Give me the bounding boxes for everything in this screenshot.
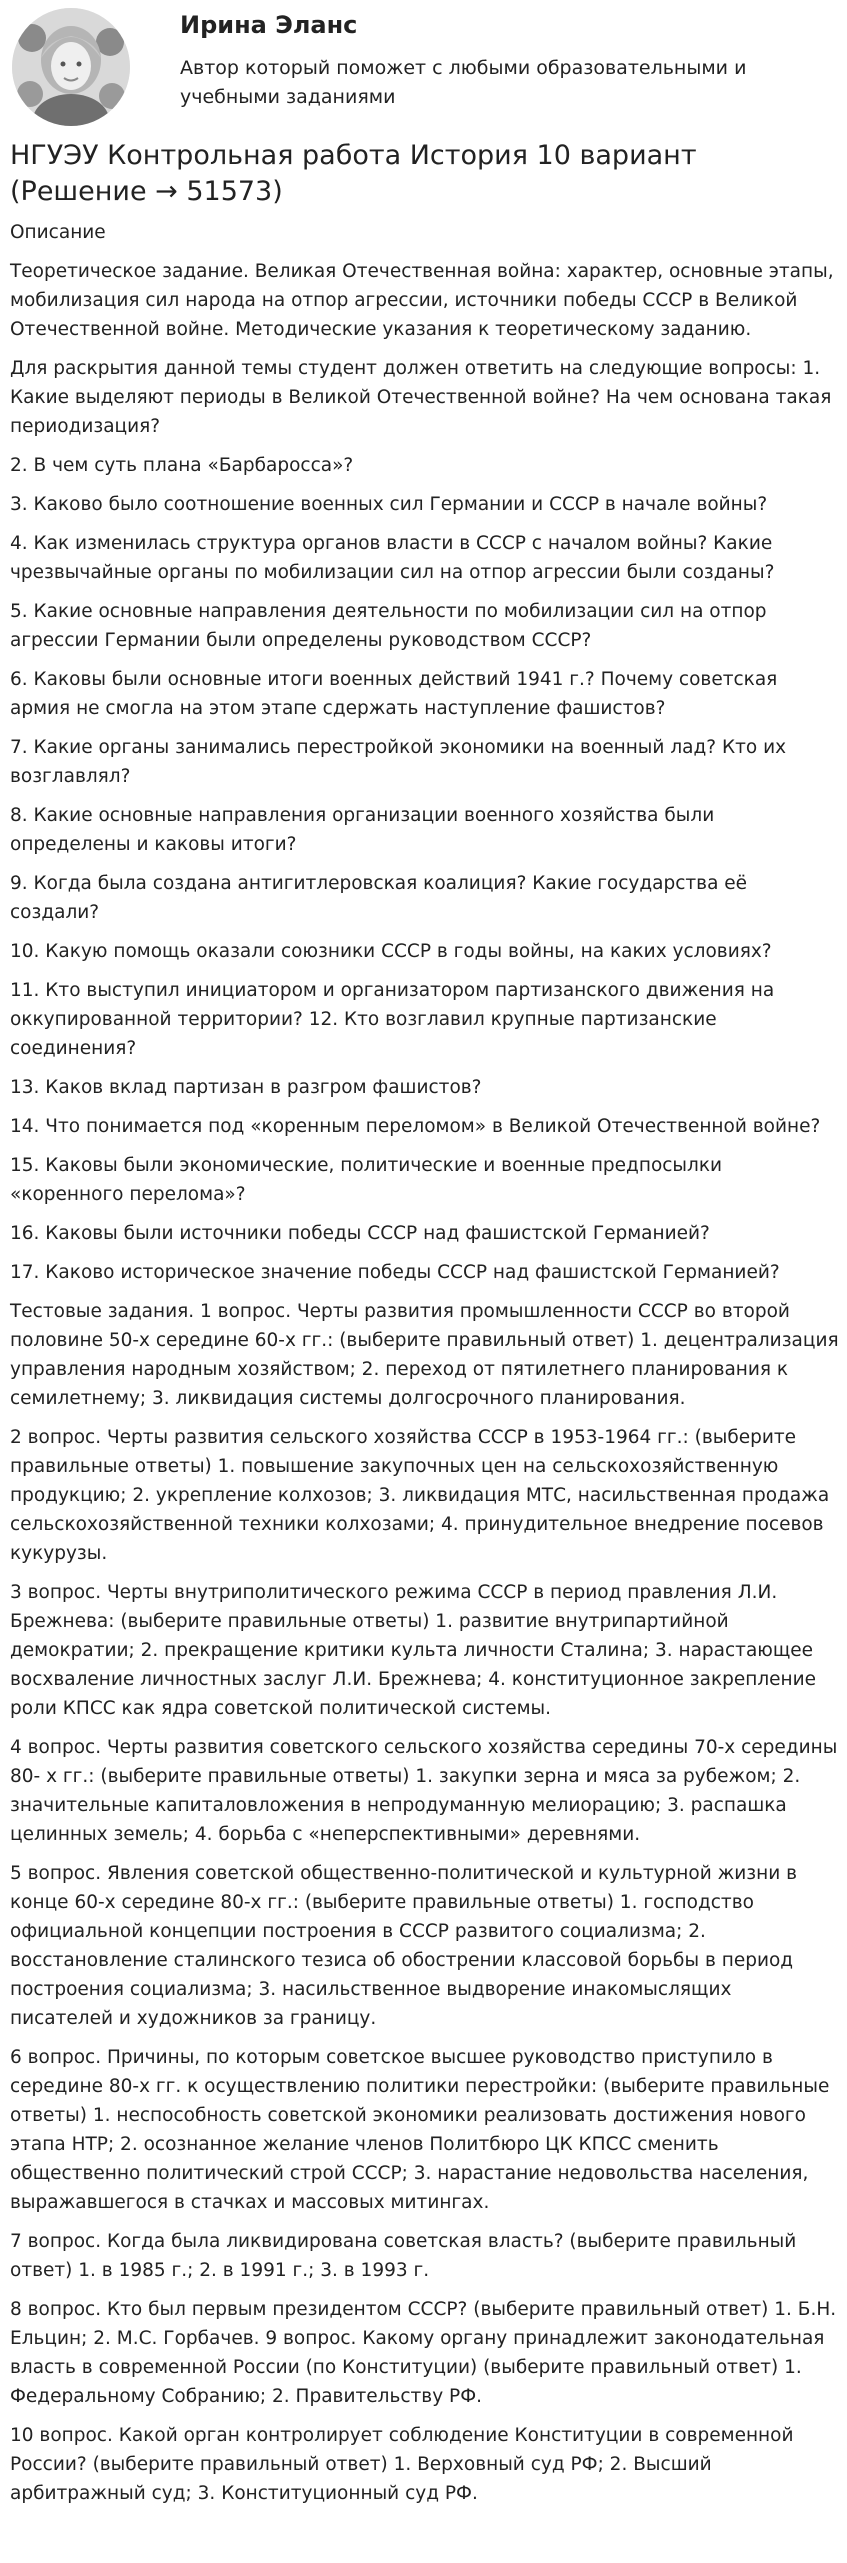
question-item: 13. Каков вклад партизан в разгром фашистов?: [10, 1077, 482, 1098]
question-item: 6. Каковы были основные итоги военных действий 1941 г.? Почему советская армия не смогла на этом этапе сдержать наступление фашистов?: [10, 669, 778, 719]
test-item: 10 вопрос. Какой орган контролирует соблюдение Конституции в современной России? (выберите правильный ответ) 1. Верховный суд РФ; 2. Высший арбитражный суд; 3. Конституционный суд РФ.: [10, 2425, 794, 2504]
author-name[interactable]: Ирина Эланс: [180, 11, 358, 39]
test-item: 5 вопрос. Явления советской общественно-политической и культурной жизни в конце 60-х середине 80-х гг.: (выберите правильные ответы) 1. господство официальной концепции построения в СССР развитого социализма; 2. восстановление сталинского тезиса об обострении классовой борьбы в период построения социализма; 3. насильственное выдворение инакомыслящих писателей и художников за границу.: [10, 1863, 798, 2029]
question-item: 5. Какие основные направления деятельности по мобилизации сил на отпор агрессии Германии были определены руководством СССР?: [10, 601, 767, 651]
test-item: 2 вопрос. Черты развития сельского хозяйства СССР в 1953-1964 гг.: (выберите правильные ответы) 1. повышение закупочных цен на сельскохозяйственную продукцию; 2. укрепление колхозов; 3. ликвидация МТС, насильственная продажа сельскохозяйственной техники колхозами; 4. принудительное внедрение посевов кукурузы.: [10, 1427, 830, 1564]
author-card: [10, 0, 839, 132]
author-description: Автор который поможет с любыми образовательными и учебными заданиями: [180, 57, 747, 108]
question-item: 4. Как изменилась структура органов власти в СССР с началом войны? Какие чрезвычайные органы по мобилизации сил на отпор агрессии были созданы?: [10, 533, 775, 583]
question-item: 16. Каковы были источники победы СССР над фашистской Германией?: [10, 1223, 710, 1244]
test-item: 6 вопрос. Причины, по которым советское высшее руководство приступило в середине 80-х гг. к осуществлению политики перестройки: (выберите правильные ответы) 1. неспособность советской экономики реализовать достижения нового этапа НТР; 2. осознанное желание членов Политбюро ЦК КПСС сменить общественно политический строй СССР; 3. нарастание недовольства населения, выражавшегося в стачках и массовых митингах.: [10, 2047, 830, 2213]
question-item: 2. В чем суть плана «Барбаросса»?: [10, 455, 354, 476]
question-item: 17. Каково историческое значение победы СССР над фашистской Германией?: [10, 1262, 780, 1283]
intro-paragraph: Теоретическое задание. Великая Отечественная война: характер, основные этапы, мобилизация сил народа на отпор агрессии, источники победы СССР в Великой Отечественной войне. Методические указания к теоретическому заданию.: [10, 261, 834, 340]
avatar-photo-icon: [12, 8, 130, 126]
author-avatar[interactable]: [12, 8, 130, 126]
question-item: Для раскрытия данной темы студент должен ответить на следующие вопросы: 1. Какие выделяют периоды в Великой Отечественной войне? На чем основана такая периодизация?: [10, 358, 832, 437]
question-item: 15. Каковы были экономические, политические и военные предпосылки «коренного перелома»?: [10, 1155, 723, 1205]
test-item: 4 вопрос. Черты развития советского сельского хозяйства середины 70-х середины 80- х гг.: (выберите правильные ответы) 1. закупки зерна и мяса за рубежом; 2. значительные капиталовложения в непродуманную мелиорацию; 3. распашка целинных земель; 4. борьба с «неперспективными» деревнями.: [10, 1737, 838, 1845]
question-item: 11. Кто выступил инициатором и организатором партизанского движения на оккупированной территории? 12. Кто возглавил крупные партизанские соединения?: [10, 980, 775, 1059]
question-item: 8. Какие основные направления организации военного хозяйства были определены и каковы итоги?: [10, 805, 715, 855]
description-section: [10, 218, 839, 2508]
test-item: 3 вопрос. Черты внутриполитического режима СССР в период правления Л.И. Брежнева: (выберите правильные ответы) 1. развитие внутрипартийной демократии; 2. прекращение критики культа личности Сталина; 3. нарастающее восхваление личностных заслуг Л.И. Брежнева; 4. конституционное закрепление роли КПСС как ядра советской политической системы.: [10, 1582, 817, 1719]
question-item: 9. Когда была создана антигитлеровская коалиция? Какие государства её создали?: [10, 873, 748, 923]
description-label: Описание: [10, 222, 106, 243]
question-item: 7. Какие органы занимались перестройкой экономики на военный лад? Кто их возглавлял?: [10, 737, 787, 787]
test-item: Тестовые задания. 1 вопрос. Черты развития промышленности СССР во второй половине 50-х середине 60-х гг.: (выберите правильный ответ) 1. децентрализация управления народным хозяйством; 2. переход от пятилетнего планирования к семилетнему; 3. ликвидация системы долгосрочного планирования.: [10, 1301, 839, 1409]
test-item: 8 вопрос. Кто был первым президентом СССР? (выберите правильный ответ) 1. Б.Н. Ельцин; 2. М.С. Горбачев. 9 вопрос. Какому органу принадлежит законодательная власть в современной России (по Конституции) (выберите правильный ответ) 1. Федеральному Собранию; 2. Правительству РФ.: [10, 2299, 837, 2407]
author-info: [180, 8, 800, 112]
question-item: 10. Какую помощь оказали союзники СССР в годы войны, на каких условиях?: [10, 941, 772, 962]
page-title: НГУЭУ Контрольная работа История 10 вариант (Решение → 51573): [10, 140, 697, 207]
question-item: 3. Каково было соотношение военных сил Германии и СССР в начале войны?: [10, 494, 768, 515]
question-item: 14. Что понимается под «коренным переломом» в Великой Отечественной войне?: [10, 1116, 821, 1137]
test-item: 7 вопрос. Когда была ликвидирована советская власть? (выберите правильный ответ) 1. в 1985 г.; 2. в 1991 г.; 3. в 1993 г.: [10, 2231, 797, 2281]
